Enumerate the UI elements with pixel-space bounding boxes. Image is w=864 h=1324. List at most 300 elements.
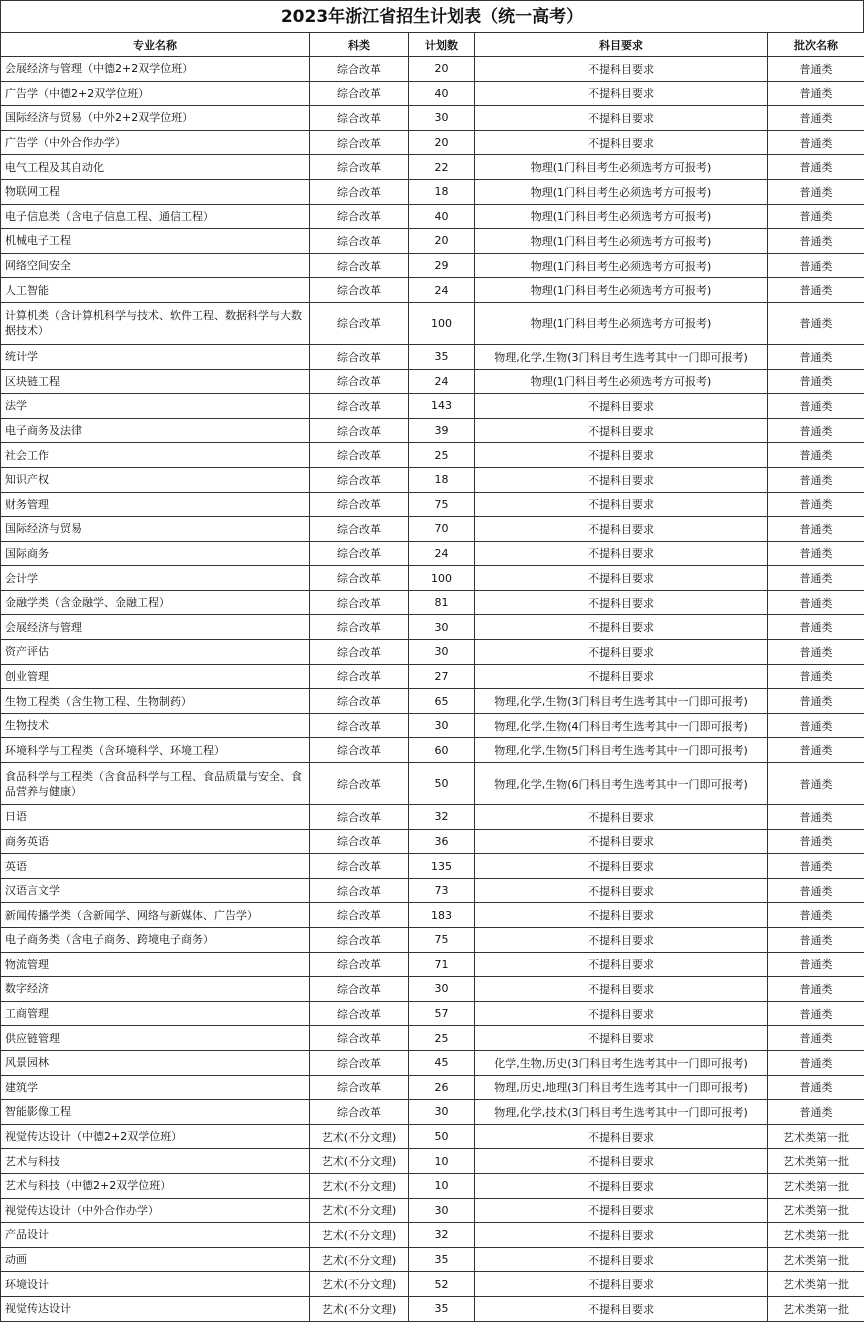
subject-requirement-cell: 不提科目要求	[475, 664, 768, 689]
major-name-cell: 会计学	[1, 566, 310, 591]
table-row	[1, 1124, 864, 1149]
plan-count-cell: 35	[409, 1247, 475, 1272]
batch-cell: 普通类	[768, 1075, 864, 1100]
category-cell: 综合改革	[310, 179, 409, 204]
subject-requirement-cell: 不提科目要求	[475, 1223, 768, 1248]
category-cell: 综合改革	[310, 878, 409, 903]
major-name-cell: 风景园林	[1, 1050, 310, 1075]
table-row	[1, 541, 864, 566]
batch-cell: 普通类	[768, 278, 864, 303]
major-name-cell: 机械电子工程	[1, 229, 310, 254]
batch-cell: 艺术类第一批	[768, 1272, 864, 1297]
plan-count-cell: 183	[409, 903, 475, 928]
subject-requirement-cell: 不提科目要求	[475, 57, 768, 82]
plan-count-cell: 71	[409, 952, 475, 977]
category-cell: 综合改革	[310, 615, 409, 640]
table-row	[1, 1247, 864, 1272]
table-row	[1, 57, 864, 82]
subject-requirement-cell: 物理(1门科目考生必须选考方可报考)	[475, 278, 768, 303]
category-cell: 综合改革	[310, 738, 409, 763]
batch-cell: 普通类	[768, 1100, 864, 1125]
batch-cell: 普通类	[768, 492, 864, 517]
plan-count-cell: 30	[409, 106, 475, 131]
category-cell: 综合改革	[310, 253, 409, 278]
batch-cell: 艺术类第一批	[768, 1173, 864, 1198]
table-row	[1, 1100, 864, 1125]
plan-count-cell: 20	[409, 130, 475, 155]
table-row	[1, 1296, 864, 1321]
subject-requirement-cell: 不提科目要求	[475, 492, 768, 517]
category-cell: 综合改革	[310, 443, 409, 468]
subject-requirement-cell: 物理(1门科目考生必须选考方可报考)	[475, 204, 768, 229]
subject-requirement-cell: 不提科目要求	[475, 829, 768, 854]
category-cell: 综合改革	[310, 903, 409, 928]
subject-requirement-cell: 不提科目要求	[475, 903, 768, 928]
major-name-cell: 资产评估	[1, 640, 310, 665]
plan-count-cell: 135	[409, 854, 475, 879]
plan-count-cell: 25	[409, 443, 475, 468]
plan-count-cell: 50	[409, 763, 475, 805]
major-name-cell: 供应链管理	[1, 1026, 310, 1051]
major-name-cell: 统计学	[1, 344, 310, 369]
plan-count-cell: 40	[409, 81, 475, 106]
major-name-cell: 国际商务	[1, 541, 310, 566]
major-name-cell: 汉语言文学	[1, 878, 310, 903]
subject-requirement-cell: 不提科目要求	[475, 1124, 768, 1149]
major-name-cell: 环境设计	[1, 1272, 310, 1297]
table-row	[1, 854, 864, 879]
plan-count-cell: 20	[409, 229, 475, 254]
plan-count-cell: 30	[409, 615, 475, 640]
plan-count-cell: 30	[409, 713, 475, 738]
plan-count-cell: 32	[409, 1223, 475, 1248]
category-cell: 综合改革	[310, 763, 409, 805]
batch-cell: 普通类	[768, 590, 864, 615]
category-cell: 艺术(不分文理)	[310, 1223, 409, 1248]
batch-cell: 普通类	[768, 130, 864, 155]
plan-count-cell: 36	[409, 829, 475, 854]
plan-count-cell: 39	[409, 418, 475, 443]
subject-requirement-cell: 不提科目要求	[475, 1173, 768, 1198]
subject-requirement-cell: 不提科目要求	[475, 106, 768, 131]
major-name-cell: 食品科学与工程类（含食品科学与工程、食品质量与安全、食品营养与健康）	[1, 763, 310, 805]
plan-count-cell: 100	[409, 302, 475, 344]
category-cell: 综合改革	[310, 302, 409, 344]
plan-count-cell: 27	[409, 664, 475, 689]
subject-requirement-cell: 物理(1门科目考生必须选考方可报考)	[475, 302, 768, 344]
category-cell: 艺术(不分文理)	[310, 1124, 409, 1149]
category-cell: 综合改革	[310, 541, 409, 566]
table-row	[1, 369, 864, 394]
table-row	[1, 903, 864, 928]
plan-count-cell: 30	[409, 1198, 475, 1223]
category-cell: 综合改革	[310, 566, 409, 591]
category-cell: 综合改革	[310, 1100, 409, 1125]
plan-count-cell: 24	[409, 278, 475, 303]
table-row	[1, 878, 864, 903]
subject-requirement-cell: 不提科目要求	[475, 615, 768, 640]
subject-requirement-cell: 化学,生物,历史(3门科目考生选考其中一门即可报考)	[475, 1050, 768, 1075]
plan-count-cell: 81	[409, 590, 475, 615]
category-cell: 综合改革	[310, 57, 409, 82]
plan-count-cell: 24	[409, 541, 475, 566]
major-name-cell: 电子商务类（含电子商务、跨境电子商务）	[1, 928, 310, 953]
major-name-cell: 生物技术	[1, 713, 310, 738]
header-batch: 批次名称	[768, 33, 864, 57]
batch-cell: 普通类	[768, 903, 864, 928]
table-row	[1, 204, 864, 229]
table-row	[1, 928, 864, 953]
major-name-cell: 动画	[1, 1247, 310, 1272]
category-cell: 综合改革	[310, 1001, 409, 1026]
table-row	[1, 1075, 864, 1100]
subject-requirement-cell: 不提科目要求	[475, 541, 768, 566]
subject-requirement-cell: 不提科目要求	[475, 590, 768, 615]
major-name-cell: 广告学（中外合作办学）	[1, 130, 310, 155]
subject-requirement-cell: 不提科目要求	[475, 640, 768, 665]
major-name-cell: 国际经济与贸易（中外2+2双学位班）	[1, 106, 310, 131]
plan-count-cell: 50	[409, 1124, 475, 1149]
major-name-cell: 物流管理	[1, 952, 310, 977]
batch-cell: 普通类	[768, 302, 864, 344]
category-cell: 综合改革	[310, 467, 409, 492]
batch-cell: 普通类	[768, 229, 864, 254]
subject-requirement-cell: 物理(1门科目考生必须选考方可报考)	[475, 253, 768, 278]
batch-cell: 普通类	[768, 179, 864, 204]
category-cell: 艺术(不分文理)	[310, 1149, 409, 1174]
category-cell: 综合改革	[310, 590, 409, 615]
batch-cell: 普通类	[768, 664, 864, 689]
subject-requirement-cell: 物理,化学,生物(4门科目考生选考其中一门即可报考)	[475, 713, 768, 738]
major-name-cell: 物联网工程	[1, 179, 310, 204]
table-row	[1, 344, 864, 369]
table-row	[1, 640, 864, 665]
batch-cell: 普通类	[768, 763, 864, 805]
subject-requirement-cell: 不提科目要求	[475, 467, 768, 492]
subject-requirement-cell: 物理(1门科目考生必须选考方可报考)	[475, 229, 768, 254]
table-header-row	[1, 33, 864, 57]
category-cell: 综合改革	[310, 1050, 409, 1075]
batch-cell: 普通类	[768, 566, 864, 591]
table-row	[1, 738, 864, 763]
category-cell: 综合改革	[310, 952, 409, 977]
major-name-cell: 日语	[1, 805, 310, 830]
subject-requirement-cell: 物理,化学,技术(3门科目考生选考其中一门即可报考)	[475, 1100, 768, 1125]
plan-count-cell: 32	[409, 805, 475, 830]
batch-cell: 艺术类第一批	[768, 1296, 864, 1321]
table-row	[1, 278, 864, 303]
page-title: 2023年浙江省招生计划表（统一高考）	[0, 0, 864, 32]
category-cell: 综合改革	[310, 977, 409, 1002]
batch-cell: 普通类	[768, 805, 864, 830]
plan-count-cell: 40	[409, 204, 475, 229]
table-row	[1, 394, 864, 419]
enrollment-plan-table	[0, 32, 864, 1322]
batch-cell: 普通类	[768, 977, 864, 1002]
table-row	[1, 1223, 864, 1248]
batch-cell: 普通类	[768, 394, 864, 419]
major-name-cell: 建筑学	[1, 1075, 310, 1100]
header-category: 科类	[310, 33, 409, 57]
category-cell: 艺术(不分文理)	[310, 1247, 409, 1272]
table-row	[1, 713, 864, 738]
table-row	[1, 253, 864, 278]
batch-cell: 普通类	[768, 344, 864, 369]
category-cell: 综合改革	[310, 713, 409, 738]
batch-cell: 普通类	[768, 253, 864, 278]
plan-count-cell: 70	[409, 517, 475, 542]
major-name-cell: 产品设计	[1, 1223, 310, 1248]
major-name-cell: 计算机类（含计算机科学与技术、软件工程、数据科学与大数据技术）	[1, 302, 310, 344]
major-name-cell: 金融学类（含金融学、金融工程）	[1, 590, 310, 615]
plan-count-cell: 57	[409, 1001, 475, 1026]
table-row	[1, 1198, 864, 1223]
batch-cell: 普通类	[768, 829, 864, 854]
plan-count-cell: 29	[409, 253, 475, 278]
category-cell: 综合改革	[310, 278, 409, 303]
subject-requirement-cell: 物理(1门科目考生必须选考方可报考)	[475, 179, 768, 204]
subject-requirement-cell: 物理(1门科目考生必须选考方可报考)	[475, 155, 768, 180]
batch-cell: 普通类	[768, 1050, 864, 1075]
plan-count-cell: 30	[409, 977, 475, 1002]
batch-cell: 普通类	[768, 155, 864, 180]
category-cell: 综合改革	[310, 229, 409, 254]
category-cell: 综合改革	[310, 640, 409, 665]
subject-requirement-cell: 不提科目要求	[475, 928, 768, 953]
subject-requirement-cell: 物理,化学,生物(3门科目考生选考其中一门即可报考)	[475, 689, 768, 714]
batch-cell: 普通类	[768, 952, 864, 977]
batch-cell: 普通类	[768, 517, 864, 542]
plan-count-cell: 30	[409, 1100, 475, 1125]
subject-requirement-cell: 不提科目要求	[475, 1001, 768, 1026]
category-cell: 艺术(不分文理)	[310, 1272, 409, 1297]
table-row	[1, 1173, 864, 1198]
table-row	[1, 179, 864, 204]
subject-requirement-cell: 物理(1门科目考生必须选考方可报考)	[475, 369, 768, 394]
category-cell: 综合改革	[310, 517, 409, 542]
plan-count-cell: 25	[409, 1026, 475, 1051]
subject-requirement-cell: 不提科目要求	[475, 952, 768, 977]
category-cell: 综合改革	[310, 81, 409, 106]
table-row	[1, 763, 864, 805]
subject-requirement-cell: 不提科目要求	[475, 1149, 768, 1174]
plan-count-cell: 18	[409, 467, 475, 492]
plan-count-cell: 20	[409, 57, 475, 82]
batch-cell: 普通类	[768, 204, 864, 229]
batch-cell: 普通类	[768, 689, 864, 714]
plan-count-cell: 52	[409, 1272, 475, 1297]
batch-cell: 普通类	[768, 713, 864, 738]
major-name-cell: 英语	[1, 854, 310, 879]
major-name-cell: 视觉传达设计（中德2+2双学位班）	[1, 1124, 310, 1149]
table-row	[1, 155, 864, 180]
category-cell: 综合改革	[310, 1075, 409, 1100]
header-plan-count: 计划数	[409, 33, 475, 57]
plan-count-cell: 35	[409, 344, 475, 369]
category-cell: 综合改革	[310, 829, 409, 854]
major-name-cell: 人工智能	[1, 278, 310, 303]
category-cell: 综合改革	[310, 928, 409, 953]
batch-cell: 普通类	[768, 640, 864, 665]
table-row	[1, 805, 864, 830]
table-row	[1, 517, 864, 542]
plan-count-cell: 100	[409, 566, 475, 591]
batch-cell: 普通类	[768, 738, 864, 763]
subject-requirement-cell: 不提科目要求	[475, 878, 768, 903]
major-name-cell: 新闻传播学类（含新闻学、网络与新媒体、广告学）	[1, 903, 310, 928]
category-cell: 综合改革	[310, 369, 409, 394]
major-name-cell: 广告学（中德2+2双学位班）	[1, 81, 310, 106]
table-row	[1, 1001, 864, 1026]
category-cell: 艺术(不分文理)	[310, 1173, 409, 1198]
major-name-cell: 智能影像工程	[1, 1100, 310, 1125]
subject-requirement-cell: 物理,化学,生物(6门科目考生选考其中一门即可报考)	[475, 763, 768, 805]
plan-count-cell: 22	[409, 155, 475, 180]
batch-cell: 普通类	[768, 81, 864, 106]
table-row	[1, 664, 864, 689]
table-row	[1, 81, 864, 106]
major-name-cell: 电气工程及其自动化	[1, 155, 310, 180]
plan-count-cell: 10	[409, 1149, 475, 1174]
batch-cell: 艺术类第一批	[768, 1247, 864, 1272]
plan-count-cell: 75	[409, 492, 475, 517]
category-cell: 综合改革	[310, 106, 409, 131]
category-cell: 综合改革	[310, 805, 409, 830]
plan-count-cell: 10	[409, 1173, 475, 1198]
plan-count-cell: 143	[409, 394, 475, 419]
batch-cell: 普通类	[768, 854, 864, 879]
major-name-cell: 法学	[1, 394, 310, 419]
batch-cell: 普通类	[768, 443, 864, 468]
subject-requirement-cell: 不提科目要求	[475, 1198, 768, 1223]
subject-requirement-cell: 不提科目要求	[475, 854, 768, 879]
table-row	[1, 443, 864, 468]
batch-cell: 普通类	[768, 418, 864, 443]
batch-cell: 普通类	[768, 467, 864, 492]
subject-requirement-cell: 不提科目要求	[475, 1026, 768, 1051]
major-name-cell: 网络空间安全	[1, 253, 310, 278]
major-name-cell: 电子商务及法律	[1, 418, 310, 443]
batch-cell: 艺术类第一批	[768, 1198, 864, 1223]
major-name-cell: 商务英语	[1, 829, 310, 854]
subject-requirement-cell: 物理,化学,生物(5门科目考生选考其中一门即可报考)	[475, 738, 768, 763]
category-cell: 综合改革	[310, 854, 409, 879]
plan-count-cell: 75	[409, 928, 475, 953]
major-name-cell: 区块链工程	[1, 369, 310, 394]
batch-cell: 普通类	[768, 1001, 864, 1026]
batch-cell: 普通类	[768, 615, 864, 640]
subject-requirement-cell: 不提科目要求	[475, 130, 768, 155]
subject-requirement-cell: 不提科目要求	[475, 443, 768, 468]
major-name-cell: 财务管理	[1, 492, 310, 517]
category-cell: 艺术(不分文理)	[310, 1296, 409, 1321]
category-cell: 综合改革	[310, 1026, 409, 1051]
category-cell: 综合改革	[310, 130, 409, 155]
batch-cell: 普通类	[768, 878, 864, 903]
subject-requirement-cell: 不提科目要求	[475, 805, 768, 830]
category-cell: 综合改革	[310, 155, 409, 180]
table-row	[1, 1149, 864, 1174]
major-name-cell: 艺术与科技（中德2+2双学位班）	[1, 1173, 310, 1198]
major-name-cell: 国际经济与贸易	[1, 517, 310, 542]
subject-requirement-cell: 不提科目要求	[475, 1272, 768, 1297]
table-row	[1, 566, 864, 591]
plan-count-cell: 60	[409, 738, 475, 763]
major-name-cell: 环境科学与工程类（含环境科学、环境工程）	[1, 738, 310, 763]
plan-count-cell: 18	[409, 179, 475, 204]
table-row	[1, 590, 864, 615]
table-row	[1, 467, 864, 492]
subject-requirement-cell: 不提科目要求	[475, 517, 768, 542]
major-name-cell: 电子信息类（含电子信息工程、通信工程）	[1, 204, 310, 229]
header-subject-requirement: 科目要求	[475, 33, 768, 57]
table-row	[1, 615, 864, 640]
batch-cell: 普通类	[768, 57, 864, 82]
major-name-cell: 社会工作	[1, 443, 310, 468]
table-row	[1, 492, 864, 517]
plan-count-cell: 30	[409, 640, 475, 665]
category-cell: 艺术(不分文理)	[310, 1198, 409, 1223]
subject-requirement-cell: 不提科目要求	[475, 81, 768, 106]
category-cell: 综合改革	[310, 204, 409, 229]
batch-cell: 艺术类第一批	[768, 1223, 864, 1248]
plan-count-cell: 45	[409, 1050, 475, 1075]
major-name-cell: 艺术与科技	[1, 1149, 310, 1174]
batch-cell: 艺术类第一批	[768, 1124, 864, 1149]
batch-cell: 艺术类第一批	[768, 1149, 864, 1174]
batch-cell: 普通类	[768, 541, 864, 566]
table-row	[1, 952, 864, 977]
table-row	[1, 229, 864, 254]
table-row	[1, 1272, 864, 1297]
subject-requirement-cell: 不提科目要求	[475, 394, 768, 419]
table-row	[1, 1050, 864, 1075]
subject-requirement-cell: 物理,历史,地理(3门科目考生选考其中一门即可报考)	[475, 1075, 768, 1100]
plan-count-cell: 73	[409, 878, 475, 903]
major-name-cell: 视觉传达设计（中外合作办学）	[1, 1198, 310, 1223]
category-cell: 综合改革	[310, 664, 409, 689]
batch-cell: 普通类	[768, 1026, 864, 1051]
table-row	[1, 418, 864, 443]
table-row	[1, 106, 864, 131]
plan-count-cell: 35	[409, 1296, 475, 1321]
category-cell: 综合改革	[310, 344, 409, 369]
subject-requirement-cell: 不提科目要求	[475, 1247, 768, 1272]
subject-requirement-cell: 不提科目要求	[475, 1296, 768, 1321]
plan-count-cell: 65	[409, 689, 475, 714]
category-cell: 综合改革	[310, 394, 409, 419]
header-major: 专业名称	[1, 33, 310, 57]
major-name-cell: 会展经济与管理（中德2+2双学位班）	[1, 57, 310, 82]
table-row	[1, 977, 864, 1002]
category-cell: 综合改革	[310, 689, 409, 714]
major-name-cell: 数字经济	[1, 977, 310, 1002]
table-row	[1, 302, 864, 344]
major-name-cell: 视觉传达设计	[1, 1296, 310, 1321]
subject-requirement-cell: 不提科目要求	[475, 566, 768, 591]
batch-cell: 普通类	[768, 106, 864, 131]
plan-count-cell: 26	[409, 1075, 475, 1100]
category-cell: 综合改革	[310, 418, 409, 443]
major-name-cell: 生物工程类（含生物工程、生物制药）	[1, 689, 310, 714]
subject-requirement-cell: 物理,化学,生物(3门科目考生选考其中一门即可报考)	[475, 344, 768, 369]
subject-requirement-cell: 不提科目要求	[475, 977, 768, 1002]
major-name-cell: 会展经济与管理	[1, 615, 310, 640]
batch-cell: 普通类	[768, 369, 864, 394]
plan-count-cell: 24	[409, 369, 475, 394]
major-name-cell: 工商管理	[1, 1001, 310, 1026]
major-name-cell: 创业管理	[1, 664, 310, 689]
